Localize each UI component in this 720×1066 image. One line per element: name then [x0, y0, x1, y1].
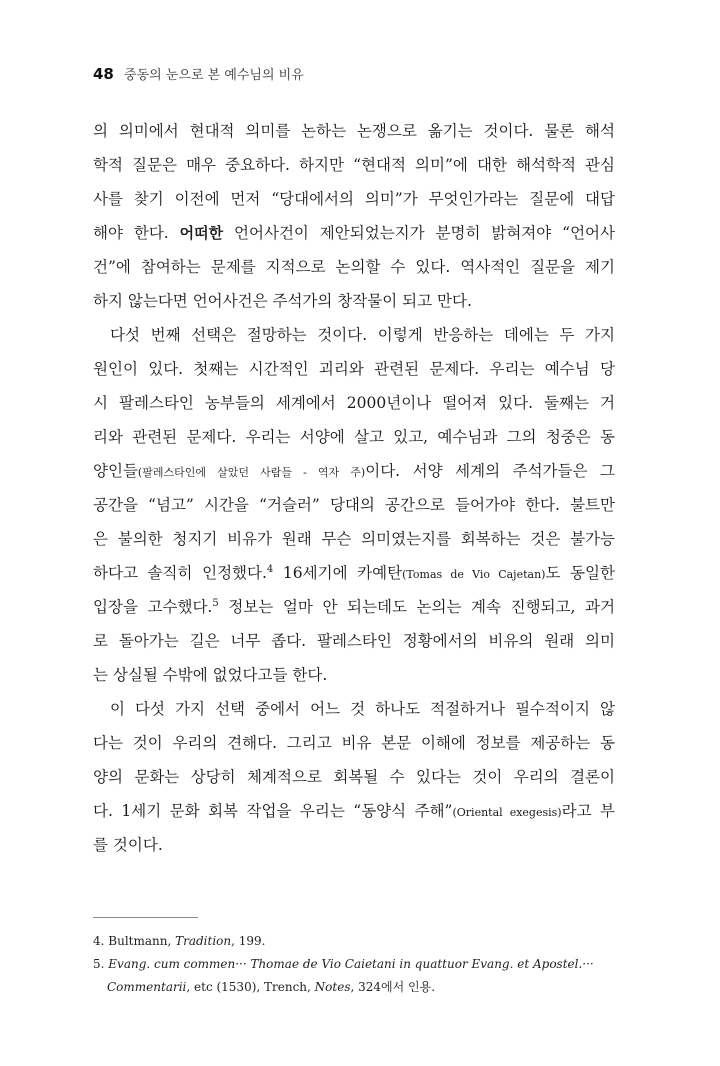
body-text: [93, 114, 615, 862]
footnote-divider: [93, 917, 198, 918]
footnotes: [93, 930, 615, 999]
footnote-text: , etc (1530), Trench,: [186, 980, 315, 994]
text-line: 하지 않는다면 언어사건은 주석가의 창작물이 되고 만다.: [93, 292, 472, 310]
text-run: 양인들: [93, 462, 138, 480]
footnote-number: 4.: [93, 934, 105, 948]
text-line: 다섯 번째 선택은 절망하는 것이다. 이렇게 반응하는 데에는 두 가지: [110, 326, 615, 344]
text-run: 도 동일한: [545, 564, 615, 582]
footnote-5: [93, 953, 615, 976]
text-run: 이다. 서양 세계의 주석가들은 그: [365, 462, 615, 480]
footnote-text: , 199.: [231, 934, 266, 948]
text-run: 언어사건이 제안되었는지가 분명히 밝혀져야 “언어사: [223, 224, 615, 242]
text-run: 다. 1세기 문화 회복 작업을 우리는 “동양식 주해”: [93, 802, 453, 820]
text-line: 를 것이다.: [93, 836, 163, 854]
latin-name: (Tomas de Vio Cajetan): [402, 568, 546, 581]
footnote-title: Notes: [314, 980, 351, 994]
text-line: 은 불의한 청지기 비유가 원래 무슨 의미였는지를 회복하는 것은 불가능: [93, 530, 615, 548]
text-line: [93, 794, 615, 828]
text-line: 학적 질문은 매우 중요하다. 하지만 “현대적 의미”에 대한 해석학적 관심: [93, 156, 615, 174]
footnote-title: Tradition: [175, 934, 232, 948]
text-line: 다는 것이 우리의 견해다. 그리고 비유 본문 이해에 정보를 제공하는 동: [93, 734, 615, 752]
text-line: [93, 216, 615, 250]
latin-term: (Oriental exegesis): [452, 806, 562, 819]
footnote-5-cont: [93, 976, 615, 999]
text-line: 리와 관련된 문제다. 우리는 서양에 살고 있고, 예수님과 그의 청중은 동: [93, 428, 615, 446]
running-header: [93, 64, 304, 83]
text-run: 정보는 얼마 안 되는데도 논의는 계속 진행되고, 과거: [218, 598, 615, 616]
text-line: 건”에 참여하는 문제를 지적으로 논의할 수 있다. 역사적인 질문을 제기: [93, 258, 615, 276]
page-number: 48: [93, 65, 114, 83]
text-run: 라고 부: [561, 802, 615, 820]
footnote-ref[interactable]: 4: [266, 563, 274, 575]
text-line: 사를 찾기 이전에 먼저 “당대에서의 의미”가 무엇인가라는 질문에 대답: [93, 190, 615, 208]
footnote-number: 5.: [93, 957, 105, 971]
footnote-text: , 324에서 인용.: [350, 980, 436, 994]
text-run: 하다고 솔직히 인정했다.: [93, 564, 267, 582]
book-title: 중동의 눈으로 본 예수님의 비유: [124, 68, 304, 83]
text-line: [93, 590, 615, 624]
text-line: 이 다섯 가지 선택 중에서 어느 것 하나도 적절하거나 필수적이지 않: [110, 700, 615, 718]
text-line: 의 의미에서 현대적 의미를 논하는 논쟁으로 옮기는 것이다. 물론 해석: [93, 122, 615, 140]
footnote-title: Commentarii: [107, 980, 187, 994]
text-run: 16세기에 카예탄: [273, 564, 403, 582]
text-line: 공간을 “넘고” 시간을 “거슬러” 당대의 공간으로 들어가야 한다. 불트만: [93, 496, 615, 514]
text-line: 양의 문화는 상당히 체계적으로 회복될 수 있다는 것이 우리의 결론이: [93, 768, 615, 786]
text-line: 로 돌아가는 길은 너무 좁다. 팔레스타인 정황에서의 비유의 원래 의미: [93, 632, 615, 650]
translator-note: (팔레스타인에 살았던 사람들 - 역자 주): [137, 466, 366, 479]
footnote-4: [93, 930, 615, 953]
text-line: 원인이 있다. 첫째는 시간적인 괴리와 관련된 문제다. 우리는 예수님 당: [93, 360, 615, 378]
footnote-title: Evang. cum commen··· Thomae de Vio Caietani in quattuor Evang. et Apostel.···: [108, 957, 594, 971]
emphasis-text: 어떠한: [179, 224, 224, 242]
text-line: [93, 454, 615, 488]
text-line: 시 팔레스타인 농부들의 세계에서 2000년이나 떨어져 있다. 둘째는 거: [93, 394, 615, 412]
text-run: 입장을 고수했다.: [93, 598, 213, 616]
text-run: 해야 한다.: [93, 224, 180, 242]
footnote-author: Bultmann,: [108, 934, 176, 948]
text-line: [93, 556, 615, 590]
footnote-ref[interactable]: 5: [212, 597, 219, 609]
text-line: 는 상실될 수밖에 없었다고들 한다.: [93, 666, 328, 684]
